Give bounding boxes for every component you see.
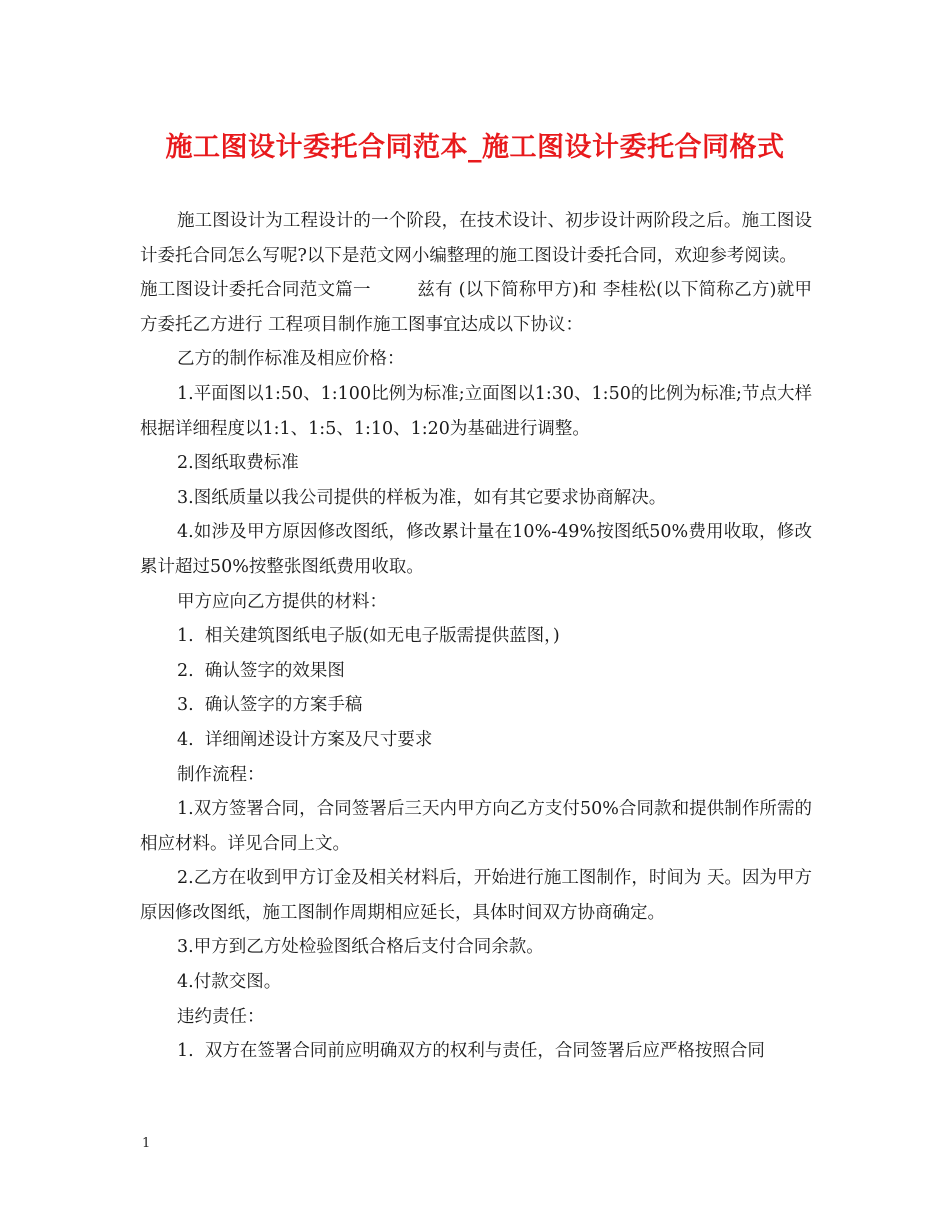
document-title: 施工图设计委托合同范本_施工图设计委托合同格式 xyxy=(165,132,785,163)
paragraph: 施工图设计为工程设计的一个阶段，在技术设计、初步设计两阶段之后。施工图设计委托合同怎么写呢?以下是范文网小编整理的施工图设计委托合同，欢迎参考阅读。 xyxy=(140,211,812,266)
list-item: 3. 确认签字的方案手稿 xyxy=(177,695,363,716)
paragraph: 违约责任： xyxy=(177,1006,265,1027)
paragraph: 2.图纸取费标准 xyxy=(177,453,299,474)
paragraph: 施工图设计委托合同范文篇一 兹有 (以下简称甲方)和 李桂松(以下简称乙方)就甲方委托乙方进行 工程项目制作施工图事宜达成以下协议： xyxy=(140,280,812,335)
paragraph: 甲方应向乙方提供的材料： xyxy=(177,591,387,612)
paragraph: 1.双方签署合同，合同签署后三天内甲方向乙方支付50%合同款和提供制作所需的相应材料。详见合同上文。 xyxy=(140,799,812,854)
list-item: 2. 确认签字的效果图 xyxy=(177,660,345,681)
paragraph: 制作流程： xyxy=(177,764,265,785)
document-body xyxy=(140,204,812,1069)
list-item: 1. 双方在签署合同前应明确双方的权利与责任，合同签署后应严格按照合同 xyxy=(177,1041,765,1062)
paragraph: 2.乙方在收到甲方订金及相关材料后，开始进行施工图制作，时间为 天。因为甲方原因修改图纸，施工图制作周期相应延长，具体时间双方协商确定。 xyxy=(140,868,812,923)
list-item: 4. 详细阐述设计方案及尺寸要求 xyxy=(177,729,433,750)
paragraph: 3.甲方到乙方处检验图纸合格后支付合同余款。 xyxy=(177,937,544,958)
paragraph: 4.付款交图。 xyxy=(177,972,282,993)
list-item: 1. 相关建筑图纸电子版(如无电子版需提供蓝图，) xyxy=(177,626,560,647)
page-number: 1 xyxy=(142,1136,151,1151)
paragraph: 3.图纸质量以我公司提供的样板为准，如有其它要求协商解决。 xyxy=(177,487,667,508)
paragraph: 1.平面图以1:50、1:100比例为标准;立面图以1:30、1:50的比例为标准;节点大样根据详细程度以1:1、1:5、1:10、1:20为基础进行调整。 xyxy=(140,383,812,439)
paragraph: 4.如涉及甲方原因修改图纸，修改累计量在10%-49%按图纸50%费用收取，修改累计超过50%按整张图纸费用收取。 xyxy=(140,522,812,577)
paragraph: 乙方的制作标准及相应价格： xyxy=(177,349,405,370)
